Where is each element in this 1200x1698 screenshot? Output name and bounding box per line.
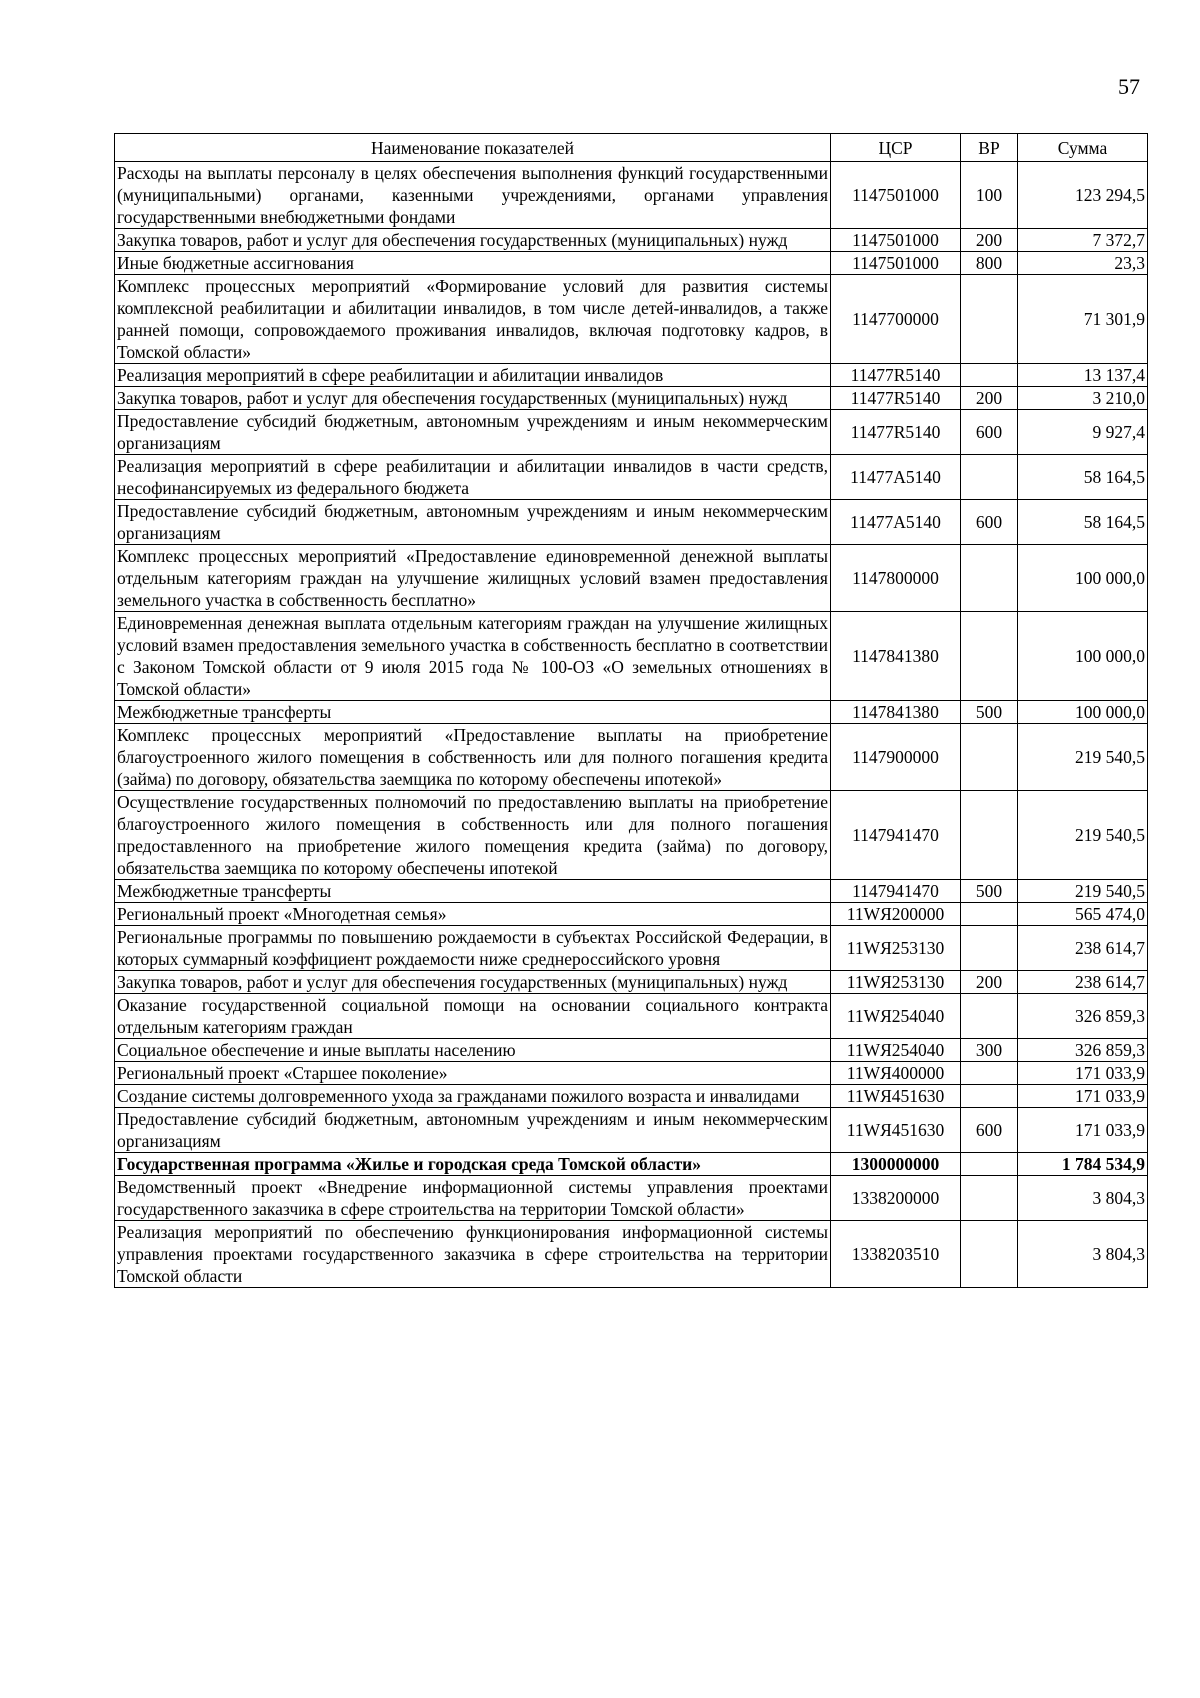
cell-name: Ведомственный проект «Внедрение информационной системы управления проектами государственного заказчика в сфере строительства на территории Томской области»: [115, 1176, 831, 1221]
cell-sum: 219 540,5: [1018, 791, 1148, 880]
cell-csr: 1147841380: [831, 701, 961, 724]
cell-name: Государственная программа «Жилье и городская среда Томской области»: [115, 1153, 831, 1176]
cell-vr: [961, 1221, 1018, 1288]
cell-csr: 11WЯ253130: [831, 926, 961, 971]
cell-vr: 200: [961, 971, 1018, 994]
cell-sum: 326 859,3: [1018, 994, 1148, 1039]
page-number: 57: [1118, 74, 1140, 99]
cell-sum: 58 164,5: [1018, 500, 1148, 545]
cell-name: Межбюджетные трансферты: [115, 701, 831, 724]
cell-name: Социальное обеспечение и иные выплаты населению: [115, 1039, 831, 1062]
cell-vr: 600: [961, 500, 1018, 545]
cell-csr: 11WЯ400000: [831, 1062, 961, 1085]
table-row: [115, 1221, 1148, 1288]
cell-csr: 1338200000: [831, 1176, 961, 1221]
table-row: [115, 364, 1148, 387]
cell-vr: [961, 275, 1018, 364]
cell-csr: 1147800000: [831, 545, 961, 612]
cell-sum: 7 372,7: [1018, 229, 1148, 252]
cell-vr: 600: [961, 1108, 1018, 1153]
table-row: [115, 791, 1148, 880]
cell-name: Реализация мероприятий в сфере реабилитации и абилитации инвалидов: [115, 364, 831, 387]
table-row: [115, 455, 1148, 500]
header-sum: Сумма: [1018, 134, 1148, 162]
table-row: [115, 275, 1148, 364]
table-row: [115, 1176, 1148, 1221]
cell-vr: 300: [961, 1039, 1018, 1062]
cell-vr: 100: [961, 162, 1018, 229]
cell-sum: 3 210,0: [1018, 387, 1148, 410]
cell-name: Закупка товаров, работ и услуг для обеспечения государственных (муниципальных) нужд: [115, 971, 831, 994]
cell-name: Межбюджетные трансферты: [115, 880, 831, 903]
cell-name: Реализация мероприятий по обеспечению функционирования информационной системы управления проектами государственного заказчика в сфере строительства на территории Томской области: [115, 1221, 831, 1288]
cell-name: Предоставление субсидий бюджетным, автономным учреждениям и иным некоммерческим организациям: [115, 410, 831, 455]
table-row: [115, 252, 1148, 275]
table-row: [115, 162, 1148, 229]
cell-name: Региональные программы по повышению рождаемости в субъектах Российской Федерации, в которых суммарный коэффициент рождаемости ниже среднероссийского уровня: [115, 926, 831, 971]
table-row: [115, 724, 1148, 791]
cell-csr: 11477R5140: [831, 387, 961, 410]
cell-vr: [961, 994, 1018, 1039]
cell-name: Осуществление государственных полномочий по предоставлению выплаты на приобретение благоустроенного жилого помещения в собственность или для полного погашения предоставленного на приобретение жилого помещения кредита (займа) по договору, обязательства заемщика по которому обеспечены ипотекой: [115, 791, 831, 880]
cell-csr: 1147841380: [831, 612, 961, 701]
cell-name: Реализация мероприятий в сфере реабилитации и абилитации инвалидов в части средств, несофинансируемых из федерального бюджета: [115, 455, 831, 500]
cell-sum: 171 033,9: [1018, 1108, 1148, 1153]
cell-csr: 11477R5140: [831, 410, 961, 455]
cell-sum: 326 859,3: [1018, 1039, 1148, 1062]
cell-vr: [961, 1176, 1018, 1221]
cell-name: Предоставление субсидий бюджетным, автономным учреждениям и иным некоммерческим организациям: [115, 500, 831, 545]
cell-vr: [961, 926, 1018, 971]
cell-csr: 1147941470: [831, 791, 961, 880]
cell-csr: 11477A5140: [831, 455, 961, 500]
cell-vr: [961, 903, 1018, 926]
header-vr: ВР: [961, 134, 1018, 162]
cell-sum: 9 927,4: [1018, 410, 1148, 455]
cell-name: Расходы на выплаты персоналу в целях обеспечения выполнения функций государственными (муниципальными) органами, казенными учреждениями, органами управления государственными внебюджетными фондами: [115, 162, 831, 229]
cell-csr: 1147900000: [831, 724, 961, 791]
cell-sum: 171 033,9: [1018, 1062, 1148, 1085]
table-row: [115, 229, 1148, 252]
cell-sum: 100 000,0: [1018, 612, 1148, 701]
table-row: [115, 410, 1148, 455]
cell-name: Иные бюджетные ассигнования: [115, 252, 831, 275]
header-name: Наименование показателей: [115, 134, 831, 162]
cell-vr: [961, 724, 1018, 791]
cell-sum: 123 294,5: [1018, 162, 1148, 229]
table-row: [115, 880, 1148, 903]
table-row: [115, 926, 1148, 971]
cell-sum: 219 540,5: [1018, 724, 1148, 791]
cell-sum: 100 000,0: [1018, 701, 1148, 724]
table-row: [115, 1085, 1148, 1108]
cell-name: Региональный проект «Многодетная семья»: [115, 903, 831, 926]
cell-csr: 1147501000: [831, 252, 961, 275]
cell-sum: 238 614,7: [1018, 971, 1148, 994]
table-row: [115, 545, 1148, 612]
cell-csr: 1147700000: [831, 275, 961, 364]
table-row: [115, 1108, 1148, 1153]
cell-vr: [961, 1062, 1018, 1085]
cell-sum: 171 033,9: [1018, 1085, 1148, 1108]
cell-name: Закупка товаров, работ и услуг для обеспечения государственных (муниципальных) нужд: [115, 387, 831, 410]
cell-name: Единовременная денежная выплата отдельным категориям граждан на улучшение жилищных условий взамен предоставления земельного участка в собственность бесплатно в соответствии с Законом Томской области от 9 июля 2015 года № 100-ОЗ «О земельных отношениях в Томской области»: [115, 612, 831, 701]
cell-sum: 3 804,3: [1018, 1176, 1148, 1221]
cell-vr: [961, 545, 1018, 612]
cell-csr: 11WЯ254040: [831, 994, 961, 1039]
table-row: [115, 701, 1148, 724]
cell-csr: 1300000000: [831, 1153, 961, 1176]
cell-name: Комплекс процессных мероприятий «Формирование условий для развития системы комплексной реабилитации и абилитации инвалидов, в том числе детей-инвалидов, а также ранней помощи, сопровождаемого проживания инвалидов, включая подготовку кадров, в Томской области»: [115, 275, 831, 364]
table-body: [115, 162, 1148, 1288]
cell-sum: 3 804,3: [1018, 1221, 1148, 1288]
cell-vr: 200: [961, 387, 1018, 410]
cell-vr: 600: [961, 410, 1018, 455]
cell-name: Комплекс процессных мероприятий «Предоставление единовременной денежной выплаты отдельным категориям граждан на улучшение жилищных условий взамен предоставления земельного участка в собственность бесплатно»: [115, 545, 831, 612]
cell-sum: 1 784 534,9: [1018, 1153, 1148, 1176]
cell-sum: 219 540,5: [1018, 880, 1148, 903]
cell-csr: 11WЯ253130: [831, 971, 961, 994]
table-row: [115, 1039, 1148, 1062]
budget-table: [114, 133, 1148, 1288]
cell-vr: [961, 612, 1018, 701]
cell-name: Региональный проект «Старшее поколение»: [115, 1062, 831, 1085]
cell-sum: 23,3: [1018, 252, 1148, 275]
cell-csr: 1147501000: [831, 162, 961, 229]
cell-vr: [961, 364, 1018, 387]
cell-csr: 11WЯ254040: [831, 1039, 961, 1062]
table-row: [115, 1062, 1148, 1085]
cell-vr: 500: [961, 701, 1018, 724]
table-row: [115, 903, 1148, 926]
cell-csr: 11477A5140: [831, 500, 961, 545]
cell-csr: 1147501000: [831, 229, 961, 252]
table-row: [115, 971, 1148, 994]
cell-vr: [961, 455, 1018, 500]
cell-vr: [961, 1085, 1018, 1108]
table-row: [115, 612, 1148, 701]
cell-name: Закупка товаров, работ и услуг для обеспечения государственных (муниципальных) нужд: [115, 229, 831, 252]
cell-sum: 565 474,0: [1018, 903, 1148, 926]
cell-vr: 200: [961, 229, 1018, 252]
table-header-row: [115, 134, 1148, 162]
cell-sum: 100 000,0: [1018, 545, 1148, 612]
cell-sum: 58 164,5: [1018, 455, 1148, 500]
table-row: [115, 994, 1148, 1039]
cell-csr: 11477R5140: [831, 364, 961, 387]
table-row: [115, 387, 1148, 410]
cell-vr: [961, 791, 1018, 880]
cell-name: Оказание государственной социальной помощи на основании социального контракта отдельным категориям граждан: [115, 994, 831, 1039]
table-row: [115, 500, 1148, 545]
cell-csr: 11WЯ200000: [831, 903, 961, 926]
cell-name: Комплекс процессных мероприятий «Предоставление выплаты на приобретение благоустроенного жилого помещения в собственность или для полного погашения кредита (займа) по договору, обязательства заемщика по которому обеспечены ипотекой»: [115, 724, 831, 791]
cell-sum: 71 301,9: [1018, 275, 1148, 364]
cell-csr: 1147941470: [831, 880, 961, 903]
cell-name: Предоставление субсидий бюджетным, автономным учреждениям и иным некоммерческим организациям: [115, 1108, 831, 1153]
cell-sum: 13 137,4: [1018, 364, 1148, 387]
table-row: [115, 1153, 1148, 1176]
cell-name: Создание системы долговременного ухода за гражданами пожилого возраста и инвалидами: [115, 1085, 831, 1108]
cell-vr: 800: [961, 252, 1018, 275]
cell-vr: 500: [961, 880, 1018, 903]
header-csr: ЦСР: [831, 134, 961, 162]
cell-csr: 11WЯ451630: [831, 1085, 961, 1108]
cell-vr: [961, 1153, 1018, 1176]
cell-sum: 238 614,7: [1018, 926, 1148, 971]
cell-csr: 11WЯ451630: [831, 1108, 961, 1153]
cell-csr: 1338203510: [831, 1221, 961, 1288]
